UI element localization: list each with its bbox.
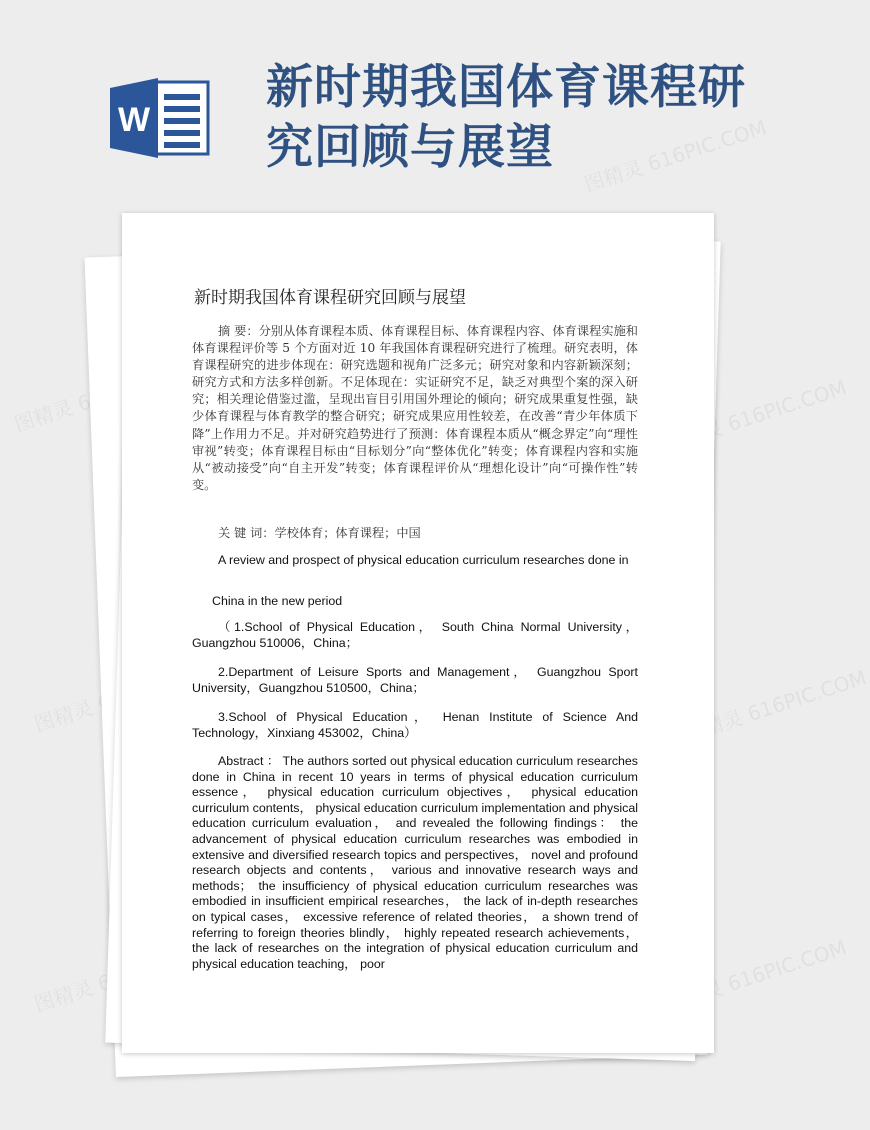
watermark: 图精灵: [31, 695, 96, 737]
abstract-english: Abstract ： The authors sorted out physical education curriculum researches done in China in recent 10 years in terms of physical education curriculum essence， physical education curriculum objectives， physical education curriculum contents， physical education curriculum implementation and physical education curriculum evaluation， and revealed the following findings： the advancement of physical education curriculum researches was embodied in extensive and diversified research topics and perspectives， novel and profound research objects and contents， various and innovative research ways and methods； the insufficiency of physical education curriculum researches was embodied in insufficient empirical researches， the lack of in-depth researches on typical cases， excessive reference of related theories， a shown trend of referring to foreign theories blindly， highly repeated research achievements， the lack of researches on the integration of physical education curriculum and physical education teaching， poor: [192, 754, 638, 971]
english-title-line-1: A review and prospect of physical education curriculum researches done in: [218, 553, 629, 567]
watermark: 图精灵 616PIC.COM: [661, 935, 850, 1017]
watermark: 图精灵: [31, 975, 96, 1017]
document-page: [122, 213, 714, 1053]
watermark: 图精灵 616PIC.COM: [581, 115, 770, 197]
banner-title: 新时期我国体育课程研究回顾与展望: [266, 60, 746, 175]
affiliation-3: 3.School of Physical Education， Henan Institute of Science And Technology，Xinxiang 453002，China）: [192, 710, 638, 740]
document-title: 新时期我国体育课程研究回顾与展望: [194, 288, 466, 308]
abstract-chinese: 摘 要：分别从体育课程本质、体育课程目标、体育课程内容、体育课程实施和体育课程评价等 5 个方面对近 10 年我国体育课程研究进行了梳理。研究表明，体育课程研究的进步体现在：研究选题和视角广泛多元；研究对象和内容新颖深刻；研究方式和方法多样创新。不足体现在：实证研究不足，缺乏对典型个案的深入研究；相关理论借鉴过滥，呈现出盲目引用国外理论的倾向；研究成果重复性强，缺少体育课程与体育教学的整合研究；研究成果应用性较差，在改善“青少年体质下降”上作用力不足。并对研究趋势进行了预测：体育课程本质从“概念界定”向“理性审视”转变；体育课程目标由“目标划分”向“整体优化”转变；体育课程内容和实施从“被动接受”向“自主开发”转变；体育课程评价从“理想化设计”向“可操作性”转变。: [192, 324, 638, 492]
english-title-line-2: China in the new period: [212, 594, 343, 608]
word-logo-icon: [110, 76, 214, 158]
watermark: 图精灵 616PIC.COM: [681, 665, 870, 747]
watermark: 图精灵 616PIC.COM: [661, 375, 850, 457]
keywords-chinese: 关 键 词：学校体育；体育课程；中国: [218, 526, 421, 540]
affiliation-1: （1.School of Physical Education， South China Normal University，Guangzhou 510006，China；: [192, 620, 638, 650]
affiliation-2: 2.Department of Leisure Sports and Management， Guangzhou Sport University，Guangzhou 510500，China；: [192, 665, 638, 695]
watermark: 图精灵: [11, 395, 76, 437]
logo-letter: W: [117, 101, 151, 139]
